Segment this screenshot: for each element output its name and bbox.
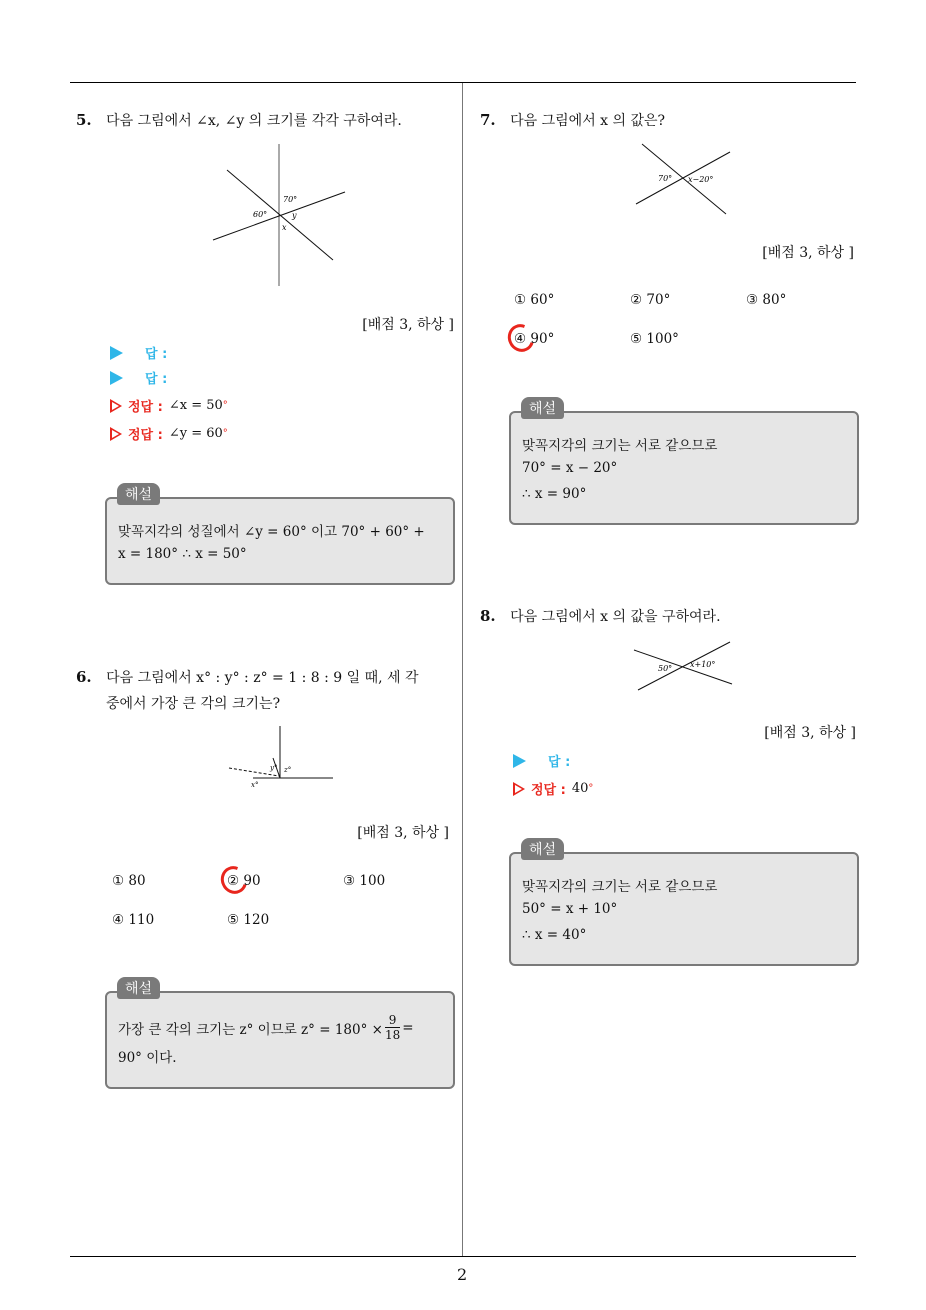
q6-choice-4[interactable]: ④ 110 [112, 912, 155, 928]
q5-answer-row-2 [110, 368, 167, 387]
column-divider [462, 83, 463, 1256]
question-7 [480, 110, 665, 130]
question-text-line-2: 중에서 가장 큰 각의 크기는? [106, 696, 281, 712]
fraction [385, 1013, 400, 1042]
degree-mark: ° [222, 428, 228, 439]
question-number: 6. [76, 668, 92, 686]
answer-label: 답 : [145, 372, 168, 387]
q5-figure [205, 142, 355, 288]
question-number: 8. [480, 607, 496, 625]
fraction-numerator: 9 [388, 1013, 397, 1027]
q5-label-x: x [282, 223, 287, 232]
correct-value: ∠x = 50 [168, 398, 223, 413]
q5-label-70: 70° [283, 195, 298, 204]
q6-choice-5[interactable]: ⑤ 120 [227, 912, 270, 928]
explanation-tag: 해설 [117, 483, 160, 505]
fraction-denominator: 18 [384, 1028, 401, 1042]
outline-arrow-icon [513, 782, 525, 796]
correct-value: 40 [571, 781, 589, 796]
outline-arrow-icon [110, 399, 122, 413]
q8-score-meta: [배점 3, 하상 ] [764, 725, 856, 741]
explanation-line: 90° 이다. [118, 1050, 177, 1066]
explanation-text: = [402, 1019, 414, 1036]
q6-choice-2[interactable]: ② 90 [227, 873, 261, 889]
q7-choice-4[interactable]: ④ 90° [514, 331, 555, 347]
explanation-line: 맞꼭지각의 크기는 서로 같으므로 [522, 879, 718, 895]
bottom-rule [70, 1256, 856, 1257]
degree-mark: ° [222, 400, 228, 411]
question-6 [76, 667, 419, 687]
q6-label-z: z° [284, 766, 292, 774]
question-number: 5. [76, 111, 92, 129]
q6-choice-1[interactable]: ① 80 [112, 873, 146, 889]
q8-line-b [638, 642, 730, 690]
explanation-line: ∴ x = 40° [522, 927, 587, 943]
selected-answer-circle-icon [216, 862, 251, 898]
question-5 [76, 110, 402, 130]
explanation-text: 가장 큰 각의 크기는 z° 이므로 z° = 180° × [118, 1021, 383, 1038]
explanation-line: x = 180° ∴ x = 50° [118, 546, 247, 562]
q7-choice-5[interactable]: ⑤ 100° [630, 331, 679, 347]
correct-label: 정답 : [128, 428, 163, 443]
q8-answer-row [513, 751, 570, 770]
q5-answer-row-1 [110, 343, 167, 362]
q6-score-meta: [배점 3, 하상 ] [357, 825, 449, 841]
correct-label: 정답 : [531, 783, 566, 798]
q6-figure [225, 724, 335, 794]
q6-choice-3[interactable]: ③ 100 [343, 873, 386, 889]
correct-value: ∠y = 60 [168, 426, 223, 441]
q7-label-x20: x−20° [688, 175, 714, 184]
degree-mark: ° [588, 783, 594, 794]
q5-line-a [227, 170, 333, 260]
q7-choice-2[interactable]: ② 70° [630, 292, 671, 308]
answer-label: 답 : [548, 755, 571, 770]
answer-label: 답 : [145, 347, 168, 362]
play-icon [110, 371, 123, 385]
q5-label-60: 60° [253, 210, 268, 219]
play-icon [513, 754, 526, 768]
page-number: 2 [457, 1265, 468, 1284]
question-text: 다음 그림에서 x° : y° : z° = 1 : 8 : 9 일 때, 세 각 [106, 670, 419, 686]
q5-correct-row-2 [110, 424, 228, 443]
question-number: 7. [480, 111, 496, 129]
q8-label-50: 50° [658, 664, 673, 673]
play-icon [110, 346, 123, 360]
outline-arrow-icon [110, 427, 122, 441]
q7-figure [632, 142, 734, 216]
q5-label-y: y [292, 211, 297, 220]
q7-choice-1[interactable]: ① 60° [514, 292, 555, 308]
explanation-line: ∴ x = 90° [522, 486, 587, 502]
q8-figure [632, 638, 736, 692]
q6-label-y: y° [270, 764, 278, 772]
q6-label-x: x° [251, 781, 259, 789]
explanation-line: 50° = x + 10° [522, 901, 618, 917]
explanation-line [118, 1013, 414, 1042]
q7-choice-3[interactable]: ③ 80° [746, 292, 787, 308]
explanation-tag: 해설 [521, 397, 564, 419]
explanation-line: 맞꼭지각의 크기는 서로 같으므로 [522, 438, 718, 454]
correct-label: 정답 : [128, 400, 163, 415]
question-text: 다음 그림에서 ∠x, ∠y 의 크기를 각각 구하여라. [106, 113, 402, 129]
question-text: 다음 그림에서 x 의 값은? [510, 113, 666, 129]
explanation-line: 70° = x − 20° [522, 460, 618, 476]
explanation-tag: 해설 [117, 977, 160, 999]
q7-line-b [636, 152, 730, 204]
q5-explanation-box [105, 497, 455, 585]
q7-score-meta: [배점 3, 하상 ] [762, 245, 854, 261]
q7-label-70: 70° [658, 174, 673, 183]
explanation-tag: 해설 [521, 838, 564, 860]
q8-label-x10: x+10° [690, 660, 716, 669]
question-text: 다음 그림에서 x 의 값을 구하여라. [510, 609, 721, 625]
q5-score-meta: [배점 3, 하상 ] [362, 317, 454, 333]
explanation-line: 맞꼭지각의 성질에서 ∠y = 60° 이고 70° + 60° + [118, 524, 425, 540]
selected-answer-circle-icon [503, 320, 538, 356]
question-8 [480, 606, 721, 626]
top-rule [70, 82, 856, 83]
q8-correct-row [513, 779, 593, 798]
q5-correct-row-1 [110, 396, 228, 415]
